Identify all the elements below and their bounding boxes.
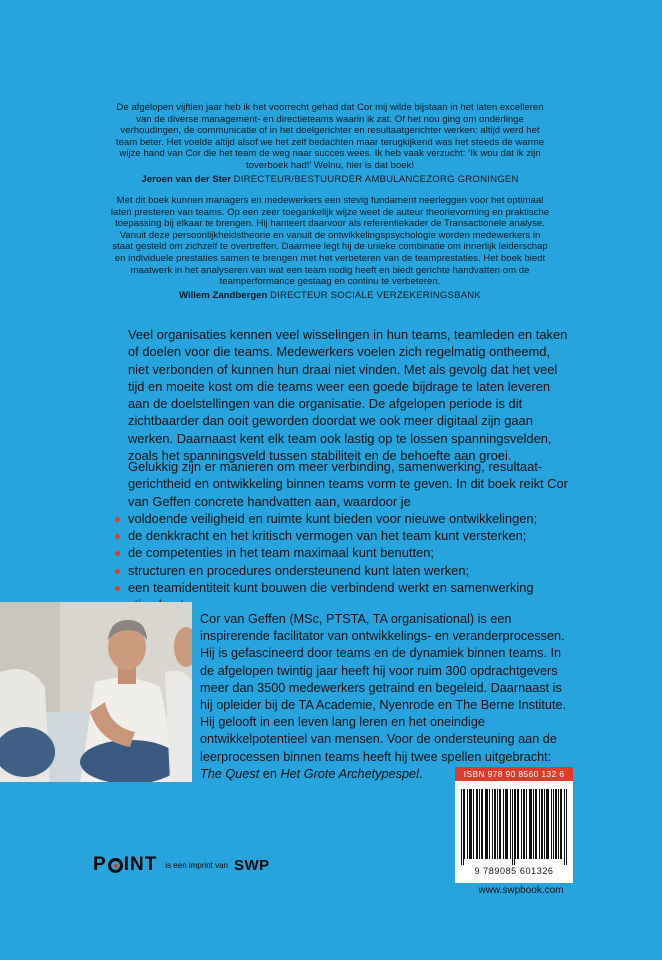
bullet-dot-icon (115, 551, 120, 556)
bio-text: Cor van Geffen (MSc, PTSTA, TA organisational) is een inspirerende facilitator van ontwikkelings- en veranderprocessen. Hij is gefascineerd door teams en de dynamiek binnen teams. In de afgelopen twintig jaar heeft hij voor ruim 300 opdrachtgevers meer dan 3500 medewerkers getraind en begeleid. Daarnaast is hij opleider bij de TA Academie, Nyenrode en The Berne Institute. Hij gelooft in een leven lang leren en het oneindige ontwikkelpotentieel van mensen. Voor de ondersteuning aan de leerprocessen binnen teams heeft hij twee spellen uitgebracht: (200, 612, 567, 764)
game-title-1: The Quest (200, 766, 260, 781)
imprint-text: is een imprint van (165, 860, 228, 870)
bio-end: . (418, 766, 423, 781)
testimonial-role: DIRECTEUR/BESTUURDER AMBULANCEZORG GRONINGEN (233, 173, 519, 185)
barcode-icon (461, 789, 567, 865)
isbn-digits: 9 789085 601326 (474, 866, 554, 876)
game-title-2: Het Grote Archetypespel (280, 766, 419, 781)
list-item: de denkkracht en het kritisch vermogen van het team kunt versterken; (128, 527, 568, 544)
isbn-label: ISBN 978 90 8560 132 6 (455, 767, 573, 781)
point-logo-o-icon (108, 858, 123, 873)
testimonial-signature (110, 174, 550, 186)
author-bio (200, 611, 572, 783)
list-item: de competenties in het team maximaal kunt benutten; (128, 544, 568, 561)
testimonial-1 (110, 102, 550, 185)
publisher-website: www.swpbook.com (478, 885, 564, 896)
author-photo-illustration (0, 602, 192, 782)
blurb-intro: Gelukkig zijn er manieren om meer verbinding, samenwerking, resultaat-gerichtheid en ontwikkeling binnen teams vorm te geven. In dit boek reikt Cor van Geffen concrete handvatten aan, waardoor je (128, 459, 568, 509)
list-item: een teamidentiteit kunt bouwen die verbindend werkt en samenwerking (128, 579, 568, 614)
list-item: voldoende veiligheid en ruimte kunt bieden voor nieuwe ontwikkelingen; (128, 510, 568, 527)
point-logo: P INT (93, 854, 158, 875)
blurb-paragraph-2 (128, 458, 568, 614)
bullet-dot-icon (115, 517, 120, 522)
isbn-barcode-block (455, 767, 573, 883)
testimonial-text: De afgelopen vijftien jaar heb ik het voorrecht gehad dat Cor mij wilde bijstaan in het laten excelleren van de diverse management- en directieteams waarin ik zat. Of het nou ging om onderlinge verhoudingen, de communicatie of in het doelgerichter en resultaatgerichter werken: altijd werd het team beter. Het voelde altijd alsof we het zelf bedachten maar terugkijkend was het steeds de warme wijze hand van Cor die het team de weg naar succes wees. Ik heb vaak verzucht: ‘Ik wou dat ik zijn toverboek had!’ Welnu, hier is dat boek! (115, 102, 545, 171)
testimonial-text: Met dit boek kunnen managers en medewerkers een stevig fundament neerleggen voor het optimaal laten presteren van teams. Op een zeer toegankelijk wijze weet de auteur theorievorming en praktische toepassing bij elkaar te brengen. Hij hanteert daarvoor als referentiekader de Transactionele analyse. Vanuit deze persoonlijkheidstheorie en vanuit de ontwikkelingspsychologie worden medewerkers in staat gesteld om zichzelf te overtreffen. Daarmee legt hij de unieke combinatie om innerlijk leiderschap en individuele prestaties samen te brengen met het verbeteren van de teamprestaties. Het boek biedt maatwerk in het analyseren van wat een team nodig heeft en biedt gerichte handvatten om de teamperformance gestaag en continu te verbeteren. (110, 195, 550, 288)
testimonial-author: Willem Zandbergen (178, 289, 268, 301)
bullet-dot-icon (115, 569, 120, 574)
bio-connector: en (262, 766, 277, 781)
imprint-line (93, 855, 270, 875)
author-photo (0, 602, 192, 782)
swp-logo: SWP (234, 856, 270, 874)
list-item: structuren en procedures ondersteunend kunt laten werken; (128, 562, 568, 579)
benefit-list (128, 510, 568, 614)
testimonial-role: DIRECTEUR SOCIALE VERZEKERINGSBANK (270, 289, 482, 301)
bullet-dot-icon (115, 586, 120, 591)
blurb-text: Veel organisaties kennen veel wisselingen in hun teams, teamleden en taken of doelen voor die teams. Medewerkers voelen zich regelmatig ontheemd, niet verbonden of kunnen hun draai niet vinden. Met als gevolg dat het veel tijd en moeite kost om die teams weer een goede bijdrage te laten leveren aan de doelstellingen van die organisatie. De afgelopen periode is dit zichtbaarder dan ooit geworden doordat we ook meer digitaal zijn gaan werken. Daarnaast kent elk team ook lastig op te lossen spanningsvelden, zoals het spanningsveld tussen stabiliteit en de behoefte aan groei. (128, 327, 568, 464)
testimonial-2 (110, 195, 550, 301)
testimonial-author: Jeroen van der Ster (141, 173, 231, 185)
bullet-dot-icon (115, 534, 120, 539)
blurb-paragraph-1 (128, 326, 568, 464)
testimonial-signature (110, 290, 550, 302)
